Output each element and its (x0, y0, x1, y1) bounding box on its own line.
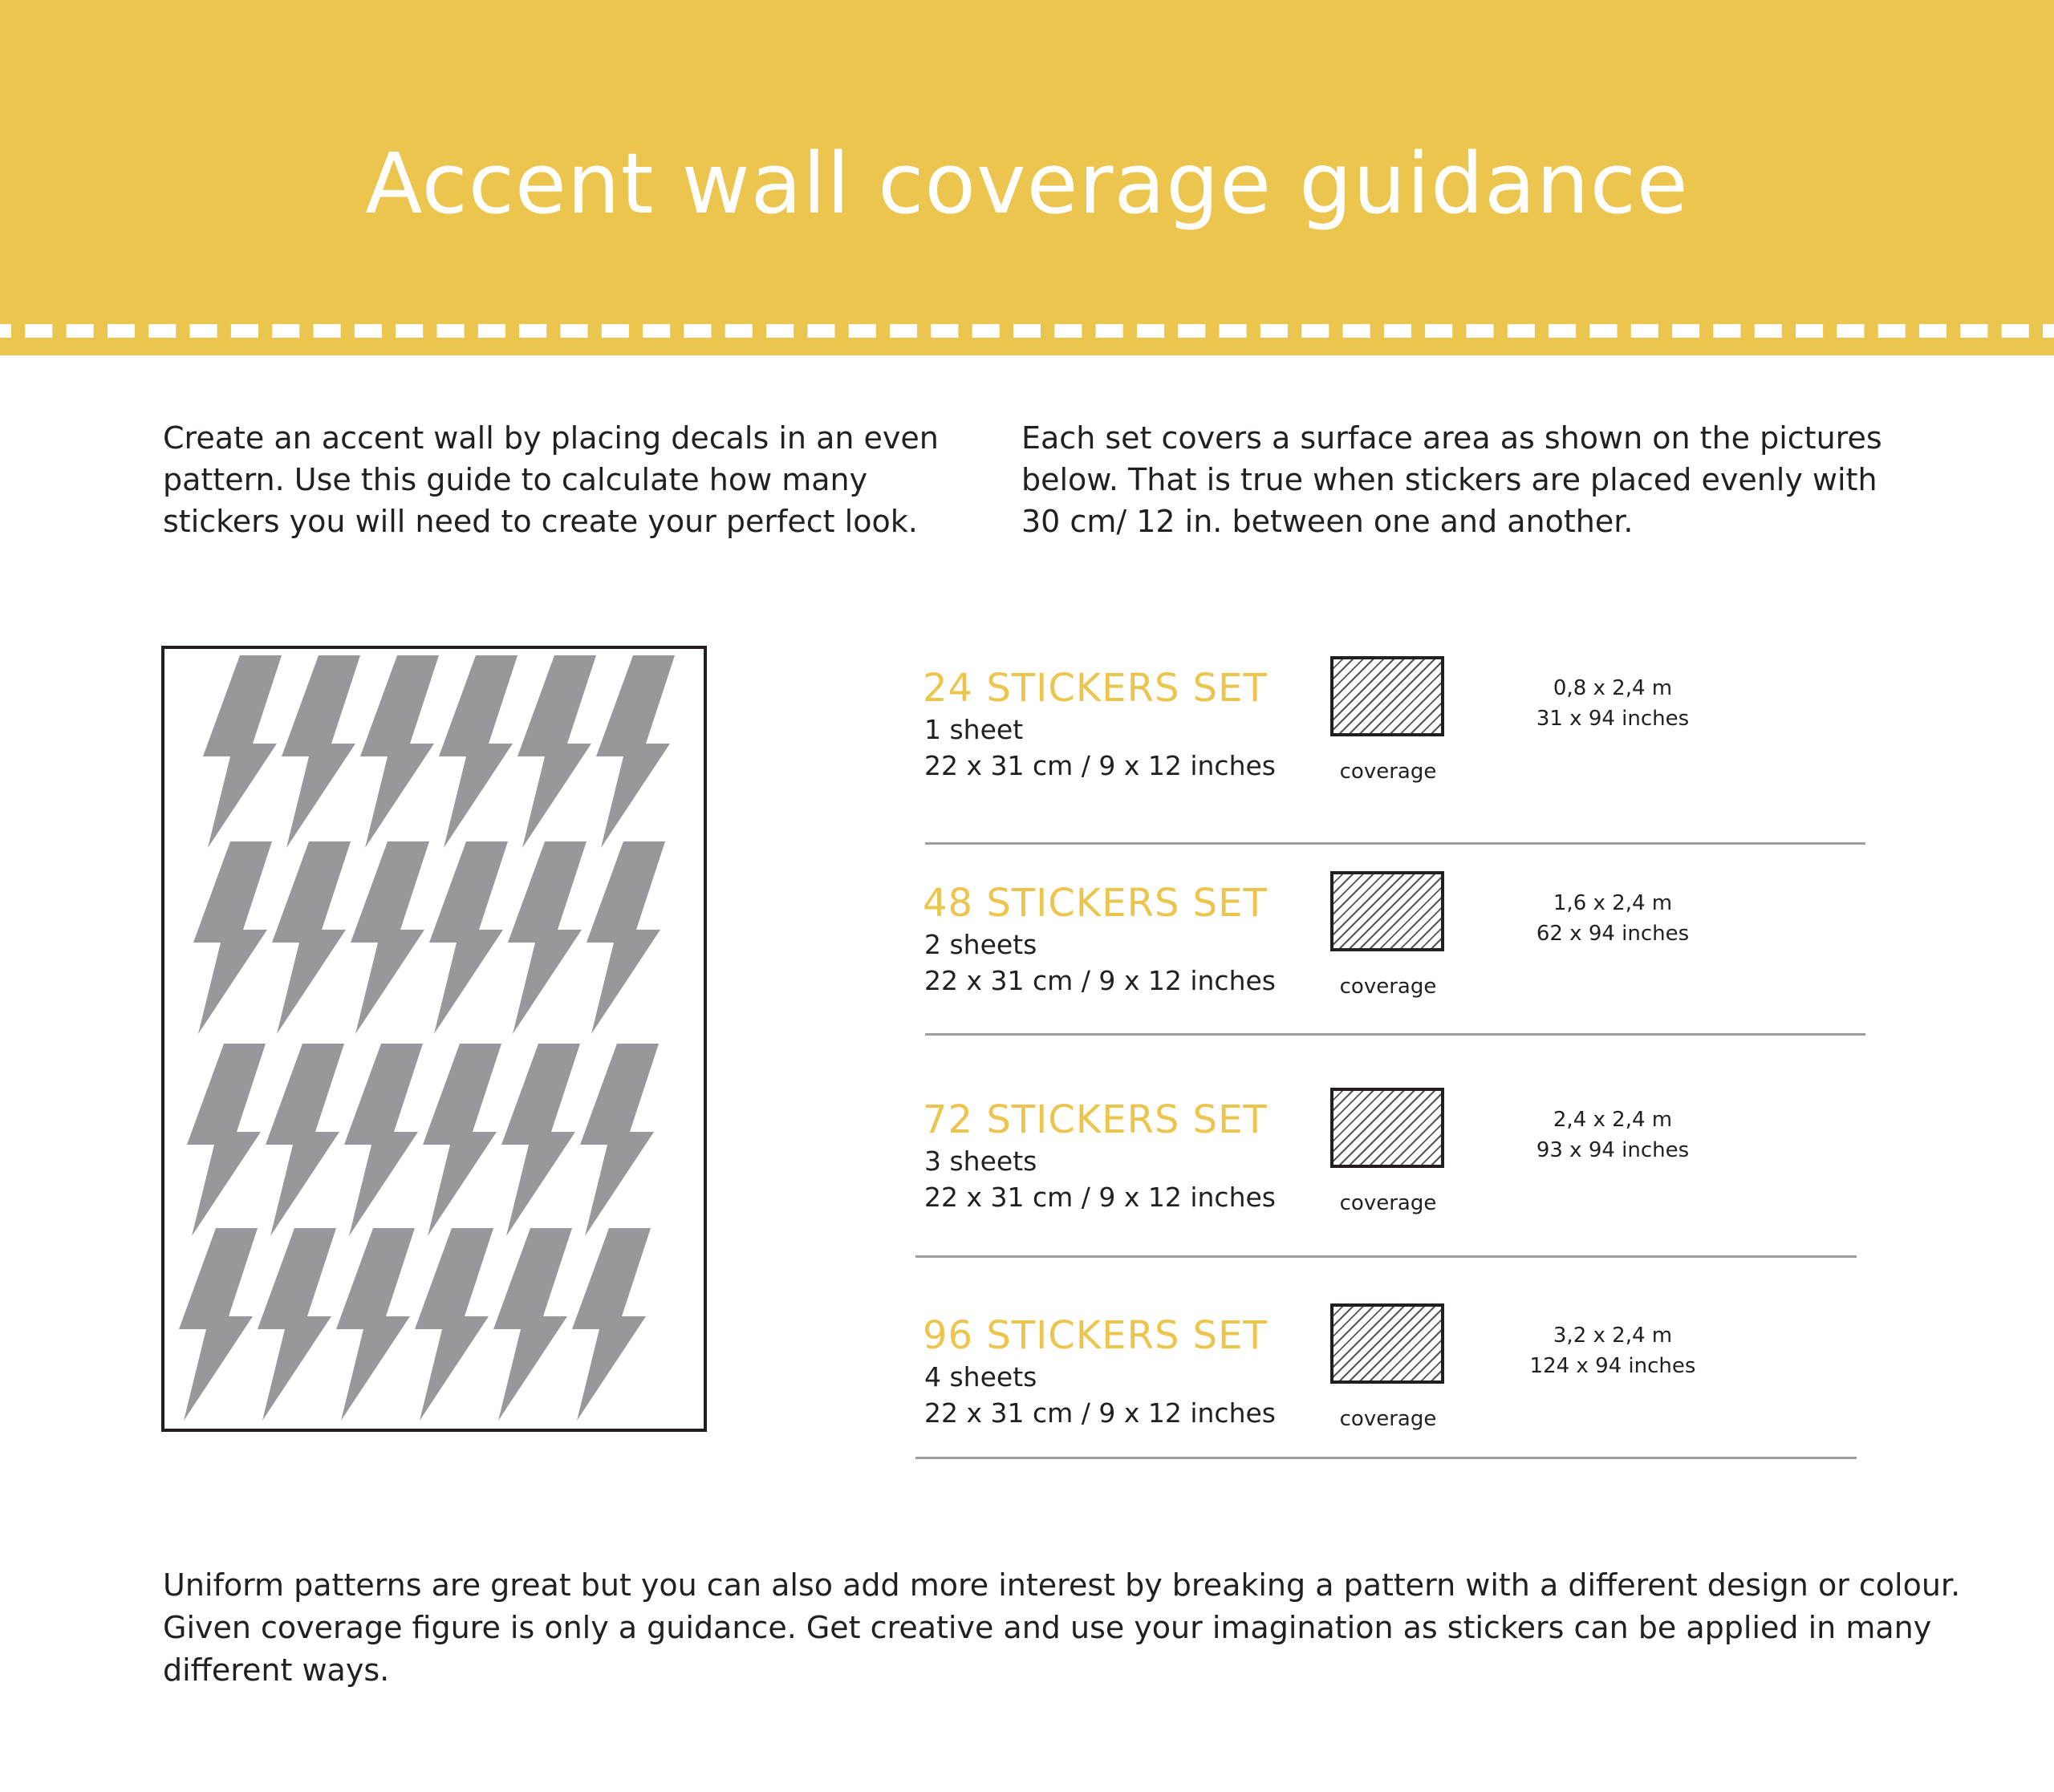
lightning-bolt-icon (258, 1228, 336, 1421)
set-title: 24 STICKERS SET (923, 666, 1268, 711)
lightning-bolt-icon (572, 1228, 651, 1421)
lightning-bolt-icon (493, 1228, 572, 1421)
lightning-bolt-icon (360, 655, 439, 848)
lightning-bolt-icon (266, 1044, 344, 1236)
set-title: 72 STICKERS SET (923, 1097, 1268, 1142)
header-banner (0, 0, 2054, 355)
coverage-label: coverage (1339, 1191, 1437, 1215)
coverage-hatch-icon (1330, 871, 1444, 951)
coverage-metric: 1,6 x 2,4 m (1553, 891, 1673, 915)
coverage-imperial: 62 x 94 inches (1536, 922, 1690, 946)
set-sheet-size: 22 x 31 cm / 9 x 12 inches (924, 1182, 1276, 1213)
lightning-bolt-icon (351, 841, 429, 1034)
coverage-label: coverage (1339, 1407, 1437, 1431)
lightning-bolt-icon (179, 1228, 258, 1421)
lightning-bolt-icon (272, 841, 351, 1034)
lightning-bolt-icon (282, 655, 360, 848)
row-divider (915, 1457, 1857, 1459)
row-divider (915, 1255, 1857, 1258)
intro-left-text: Create an accent wall by placing decals in an even pattern. Use this guide to calculate how many stickers you will need to create your perfect look. (163, 420, 939, 539)
sticker-sheet-preview (161, 646, 707, 1432)
coverage-hatch-icon (1330, 1303, 1444, 1384)
lightning-bolt-icon (193, 841, 272, 1034)
coverage-label: coverage (1339, 760, 1437, 784)
set-row (923, 1096, 1869, 1280)
coverage-metric: 3,2 x 2,4 m (1553, 1324, 1673, 1348)
set-title: 48 STICKERS SET (923, 881, 1268, 926)
lightning-bolt-icon (415, 1228, 493, 1421)
coverage-metric: 0,8 x 2,4 m (1553, 676, 1673, 700)
lightning-bolt-icon (336, 1228, 415, 1421)
lightning-bolt-icon (596, 655, 675, 848)
footer-line-2: Given coverage figure is only a guidance. Get creative and use your imagination as stickers can be applied in many different ways. (163, 1610, 1932, 1688)
set-title: 96 STICKERS SET (923, 1313, 1268, 1358)
set-row (923, 1312, 1869, 1496)
coverage-hatch-icon (1330, 1088, 1444, 1168)
lightning-bolt-icon (203, 655, 282, 848)
lightning-bolt-icon (518, 655, 596, 848)
set-sheet-count: 2 sheets (924, 929, 1037, 960)
row-divider (925, 1033, 1865, 1036)
coverage-metric: 2,4 x 2,4 m (1553, 1108, 1673, 1132)
row-divider (925, 842, 1865, 845)
set-sheet-size: 22 x 31 cm / 9 x 12 inches (924, 1397, 1276, 1429)
set-sheet-count: 4 sheets (924, 1361, 1037, 1393)
coverage-imperial: 124 x 94 inches (1529, 1354, 1696, 1378)
lightning-bolt-icon (501, 1044, 580, 1236)
lightning-bolt-icon (429, 841, 508, 1034)
coverage-label: coverage (1339, 975, 1437, 999)
set-sheet-size: 22 x 31 cm / 9 x 12 inches (924, 965, 1276, 996)
set-sheet-size: 22 x 31 cm / 9 x 12 inches (924, 750, 1276, 781)
lightning-bolt-icon (587, 841, 665, 1034)
page-title: Accent wall coverage guidance (365, 135, 1689, 233)
set-sheet-count: 1 sheet (924, 714, 1024, 745)
stitch-divider (0, 324, 2054, 338)
coverage-hatch-icon (1330, 656, 1444, 736)
set-row (923, 879, 1869, 1064)
coverage-imperial: 31 x 94 inches (1536, 707, 1690, 731)
lightning-bolt-icon (439, 655, 518, 848)
coverage-imperial: 93 x 94 inches (1536, 1138, 1690, 1162)
footer-notes (163, 1564, 2008, 1692)
lightning-bolt-grid (164, 649, 704, 1429)
lightning-bolt-icon (187, 1044, 266, 1236)
lightning-bolt-icon (580, 1044, 659, 1236)
set-sheet-count: 3 sheets (924, 1145, 1037, 1177)
footer-line-1: Uniform patterns are great but you can also add more interest by breaking a pattern with a different design or colour. (163, 1567, 1961, 1603)
set-row (923, 664, 1869, 849)
intro-right-text: Each set covers a surface area as shown on the pictures below. That is true when stickers are placed evenly with 30 cm/ 12 in. between one and another. (1021, 420, 1882, 539)
lightning-bolt-icon (423, 1044, 501, 1236)
lightning-bolt-icon (508, 841, 587, 1034)
lightning-bolt-icon (344, 1044, 423, 1236)
